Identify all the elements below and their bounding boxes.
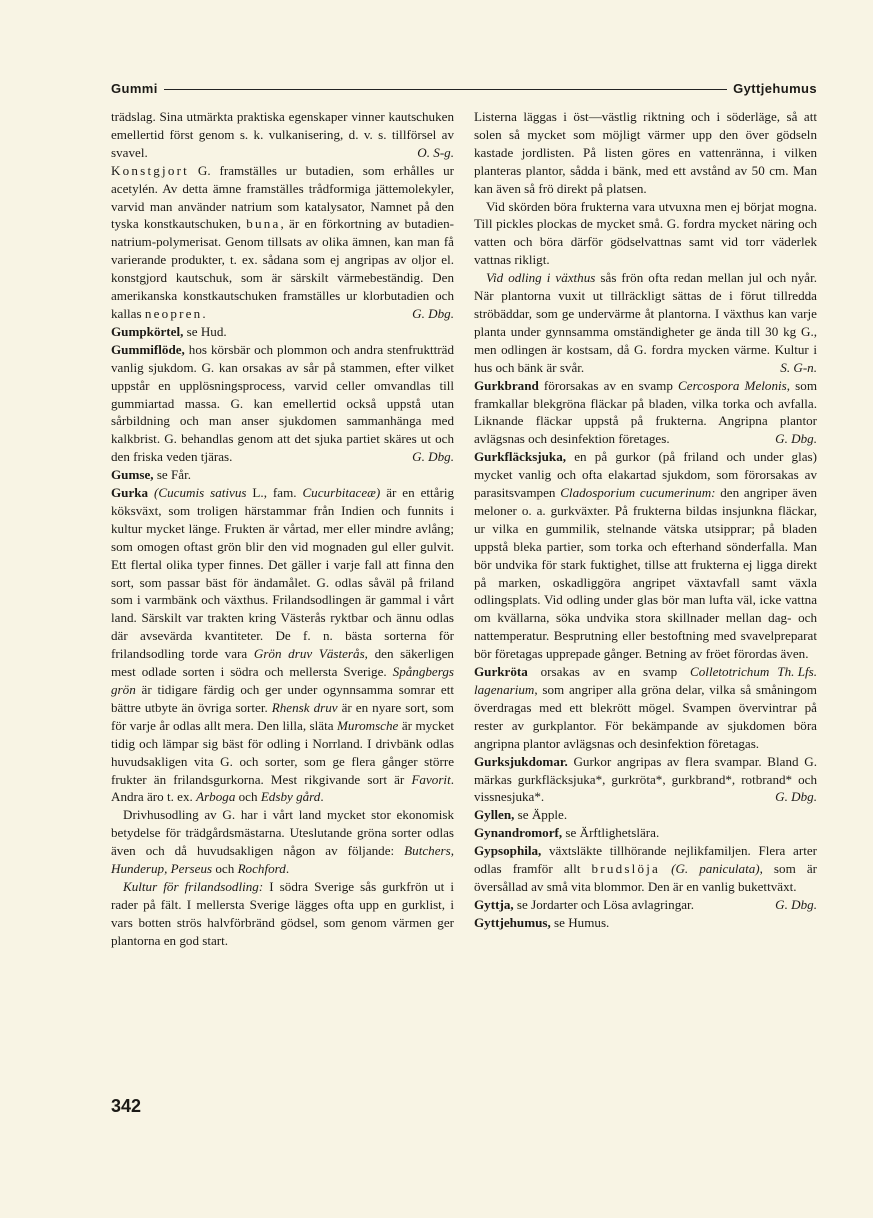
entry-headword: Gyttjehumus,	[474, 914, 551, 930]
entry-headword: Gurkfläcksjuka,	[474, 449, 567, 465]
entry-headword: Gynandromorf,	[474, 825, 563, 841]
entry-gurksjukdomar: Gurksjukdomar. Gurkor angripas av flera svampar. Bland G. märkas gurkfläcksjuka*, gurkröta*, gurkbrand*, rotbrand* och vissnesjuka*. G. Dbg.	[474, 753, 817, 805]
entry-headword: Gurksjukdomar.	[474, 753, 568, 769]
header-left-keyword: Gummi	[111, 80, 158, 96]
entry-gynandromorf: Gynandromorf, se Ärftlighetslära.	[474, 825, 660, 841]
entry-gypsophila: Gypsophila, växtsläkte tillhörande nejlikfamiljen. Flera arter odlas framför allt brudslöja (G. paniculata), som är översållad av små vita blommor. Den är en vanlig bukettväxt. G. Dbg.	[474, 843, 817, 912]
signature: G. Dbg.	[412, 449, 454, 465]
header-rule	[164, 89, 727, 90]
entry-gurkrota: Gurkröta orsakas av en svamp Colletotrichum lagenarium, som angriper alla gröna delar, vilka så småningom överdragas med ett blekrött mögel. Svampen övervintrar på rester av gurkplantor. För bekämpande av sjukdomen böra angripna plantor avlägsnas och desinfektion företagas.	[474, 664, 817, 751]
signature: G. Dbg.	[775, 431, 817, 447]
header-right-keyword: Gyttjehumus	[733, 80, 817, 96]
entry-gurka: Gurka (Cucumis sativus L., fam. Cucurbitaceæ) är en ettårig köksväxt, som troligen härstammar från Indien och funnits i kultur mycket länge. Frukten är vårtad, mer eller mindre avlång; som omogen oftast grön blir den vid mognaden gul eller gulvit. Ett flertal olika typer finnes. Det gäller i varje fall att finna den sort, som passar bäst för ändamålet. G. odlas såväl på friland som i varmbänk och växthus. Frilandsodlingen är gammal i vårt land. Särskilt var trakten kring Västerås ryktbar och ännu odlas där avsevärda kvantiteter. De f. n. bästa sorterna för frilandsodling torde vara Grön druv Västerås, den säkerligen mest odlade sorten i södra och mellersta Sverige. Spångbergs grön är tidigare färdig och ger under ogynnsamma somrar ett bättre utbyte än övriga sorter. Rhensk druv är en nyare sort, som för varje år odlas allt mera. Den lilla, släta Muromsche är mycket tidig och lämpar sig bäst för odling i Norrland. I drivbänk odlas huvudsakligen vita G. och sorter, som ge flera gånger större frukter än frilandsgurkorna. Mest rikgivande sort är Favorit. Andra äro t. ex. Arboga och Edsby gård.	[111, 485, 455, 805]
signature: G. Dbg.	[412, 305, 454, 321]
signature: O. S-g.	[417, 144, 454, 160]
signature: S. G-n.	[780, 359, 817, 375]
paragraph: Listerna läggas i öst—västlig riktning och i söderläge, så att solen så mycket som möjligt värmer upp den över gödseln kastade jordlisten. På listen göres en vattenränna, i vilken planteras plantor, sådda i bänk, med ett avstånd av 50 cm. Man kan även så frö direkt på platsen.	[474, 109, 817, 196]
running-header	[111, 78, 817, 98]
entry-headword: Gypsophila,	[474, 843, 542, 859]
entry-gyttja: Gyttja, se Jordarter och Lösa avlagringar.	[474, 896, 694, 912]
signature: Th. Lfs.	[777, 664, 817, 680]
paragraph: Kultur för frilandsodling: I södra Sverige sås gurkfrön ut i rader på fält. I mellersta Sverige lägges ofta upp en gurklist, i vars botten strös halvförbränd gödsel, som genom värmen ger plantorna en god start.	[111, 878, 454, 948]
entry-headword: Gurka	[111, 485, 149, 501]
entry-headword: Gurkbrand	[474, 377, 539, 393]
entry-gurkflacksjuka: Gurkfläcksjuka, en på gurkor (på friland och under glas) mycket vanlig och ofta elakartad sjukdom, som förorsakas av parasitsvampen Cladosporium cucumerinum: den angriper även meloner o. a. gurkväxter. På frukterna bildas insjunkna fläckar, ur vilka en gummilik, stelnande vätska utsipprar; på bladen uppstå bleka partier, som torka och efterhand sönderfalla. Man bör undvika för stark fuktighet, tillse att frukterna ej ligga direkt på marken, oskadliggöra angripet växtavfall samt växla odlingsplats. Vid odling under glas bör man lufta väl, icke vattna om kvällarna, söka undvika stora skillnader mellan dag- och nattemperatur. Besprutning eller bestoftning med svavelpreparat bör företagas upprepade gånger. Betning av fröet förordas även. Th. Lfs.	[474, 449, 817, 680]
paragraph: Konstgjort G. framställes ur butadien, som erhålles ur acetylén. Av detta ämne framställes trådformiga jättemolekyler, varvid man använder natrium som katalysator, Namnet på den tyska konstkautschuken, buna, är en förkortning av butadien-natrium-polymerisat. Genom tillsats av olika ämnen, kan man få varierande produkter, t. ex. sådana som ej angripas av oljor el. konstgjord kautschuk, som är särskilt värmebeständig. Den amerikanska konstkautschuken framställes ur klorbutadien och kallas neopren. G. Dbg.	[111, 162, 454, 321]
entry-gurkbrand: Gurkbrand förorsakas av en svamp Cercospora Melonis, som framkallar blekgröna fläckar på bladen, vilka torka och avfalla. Liknande fläckar uppstå på frukterna. Angripna plantor avlägsnas och desinfektion företages. G. Dbg.	[474, 377, 817, 447]
paragraph: Vid skörden böra frukterna vara utvuxna men ej börjat mogna. Till pickles plockas de mycket små. G. fordra mycket näring och vatten och böra därför gödselvattnas samt vid torr väderlek vattnas rikligt.	[474, 198, 817, 268]
page-number: 342	[111, 1096, 142, 1116]
entry-gumpkortel: Gumpkörtel, se Hud.	[111, 323, 227, 339]
entry-headword: Gyttja,	[474, 896, 514, 912]
signature: G. Dbg.	[775, 789, 817, 805]
signature: G. Dbg.	[775, 896, 817, 912]
entry-gyllen: Gyllen, se Äpple.	[474, 807, 568, 823]
entry-headword: Gyllen,	[474, 807, 515, 823]
entry-gummiflode: Gummiflöde, hos körsbär och plommon och andra stenfruktträd vanlig sjukdom. G. kan orsakas av sår på stammen, efter vilket uppstår en upplösningsprocess, varvid celler omvandlas till gummiartad massa. G. kan emellertid också uppstå utan sårbildning och man anser sjukdomen sammanhänga med kalkbrist. G. behandlas genom att det sjuka partiet skäres ut och den friska veden tjäras. G. Dbg.	[111, 341, 454, 465]
entry-headword: Gummiflöde,	[111, 341, 185, 357]
right-column	[474, 108, 817, 932]
entry-gumse: Gumse, se Får.	[111, 467, 192, 483]
paragraph: Vid odling i växthus sås frön ofta redan mellan jul och nyår. När plantorna vuxit ut tillräckligt sättas de i förut tillredda ströbäddar, som ge undervärme åt plantorna. I växthus kan varje planta under gynnsamma omständigheter ge ända till 30 kg G., men odlingen är kostsam, då G. fordra mycken värme. Kultur i hus och bänk är svår. S. G-n.	[474, 270, 817, 375]
left-column	[111, 108, 454, 950]
entry-gyttjehumus: Gyttjehumus, se Humus.	[474, 914, 610, 930]
entry-headword: Gumse,	[111, 467, 154, 483]
entry-headword: Gumpkörtel,	[111, 323, 184, 339]
entry-headword: Gurkröta	[474, 664, 528, 680]
paragraph: trädslag. Sina utmärkta praktiska egenskaper vinner kautschuken emellertid först genom s. k. vulkanisering, d. v. s. tillförsel av svavel. O. S-g.	[111, 109, 454, 160]
paragraph: Drivhusodling av G. har i vårt land mycket stor ekonomisk betydelse för trädgårdsmästarna. Uteslutande gröna sorter odlas även och då huvudsakligen någon av följande: Butchers, Hunderup, Perseus och Rochford.	[111, 807, 454, 877]
